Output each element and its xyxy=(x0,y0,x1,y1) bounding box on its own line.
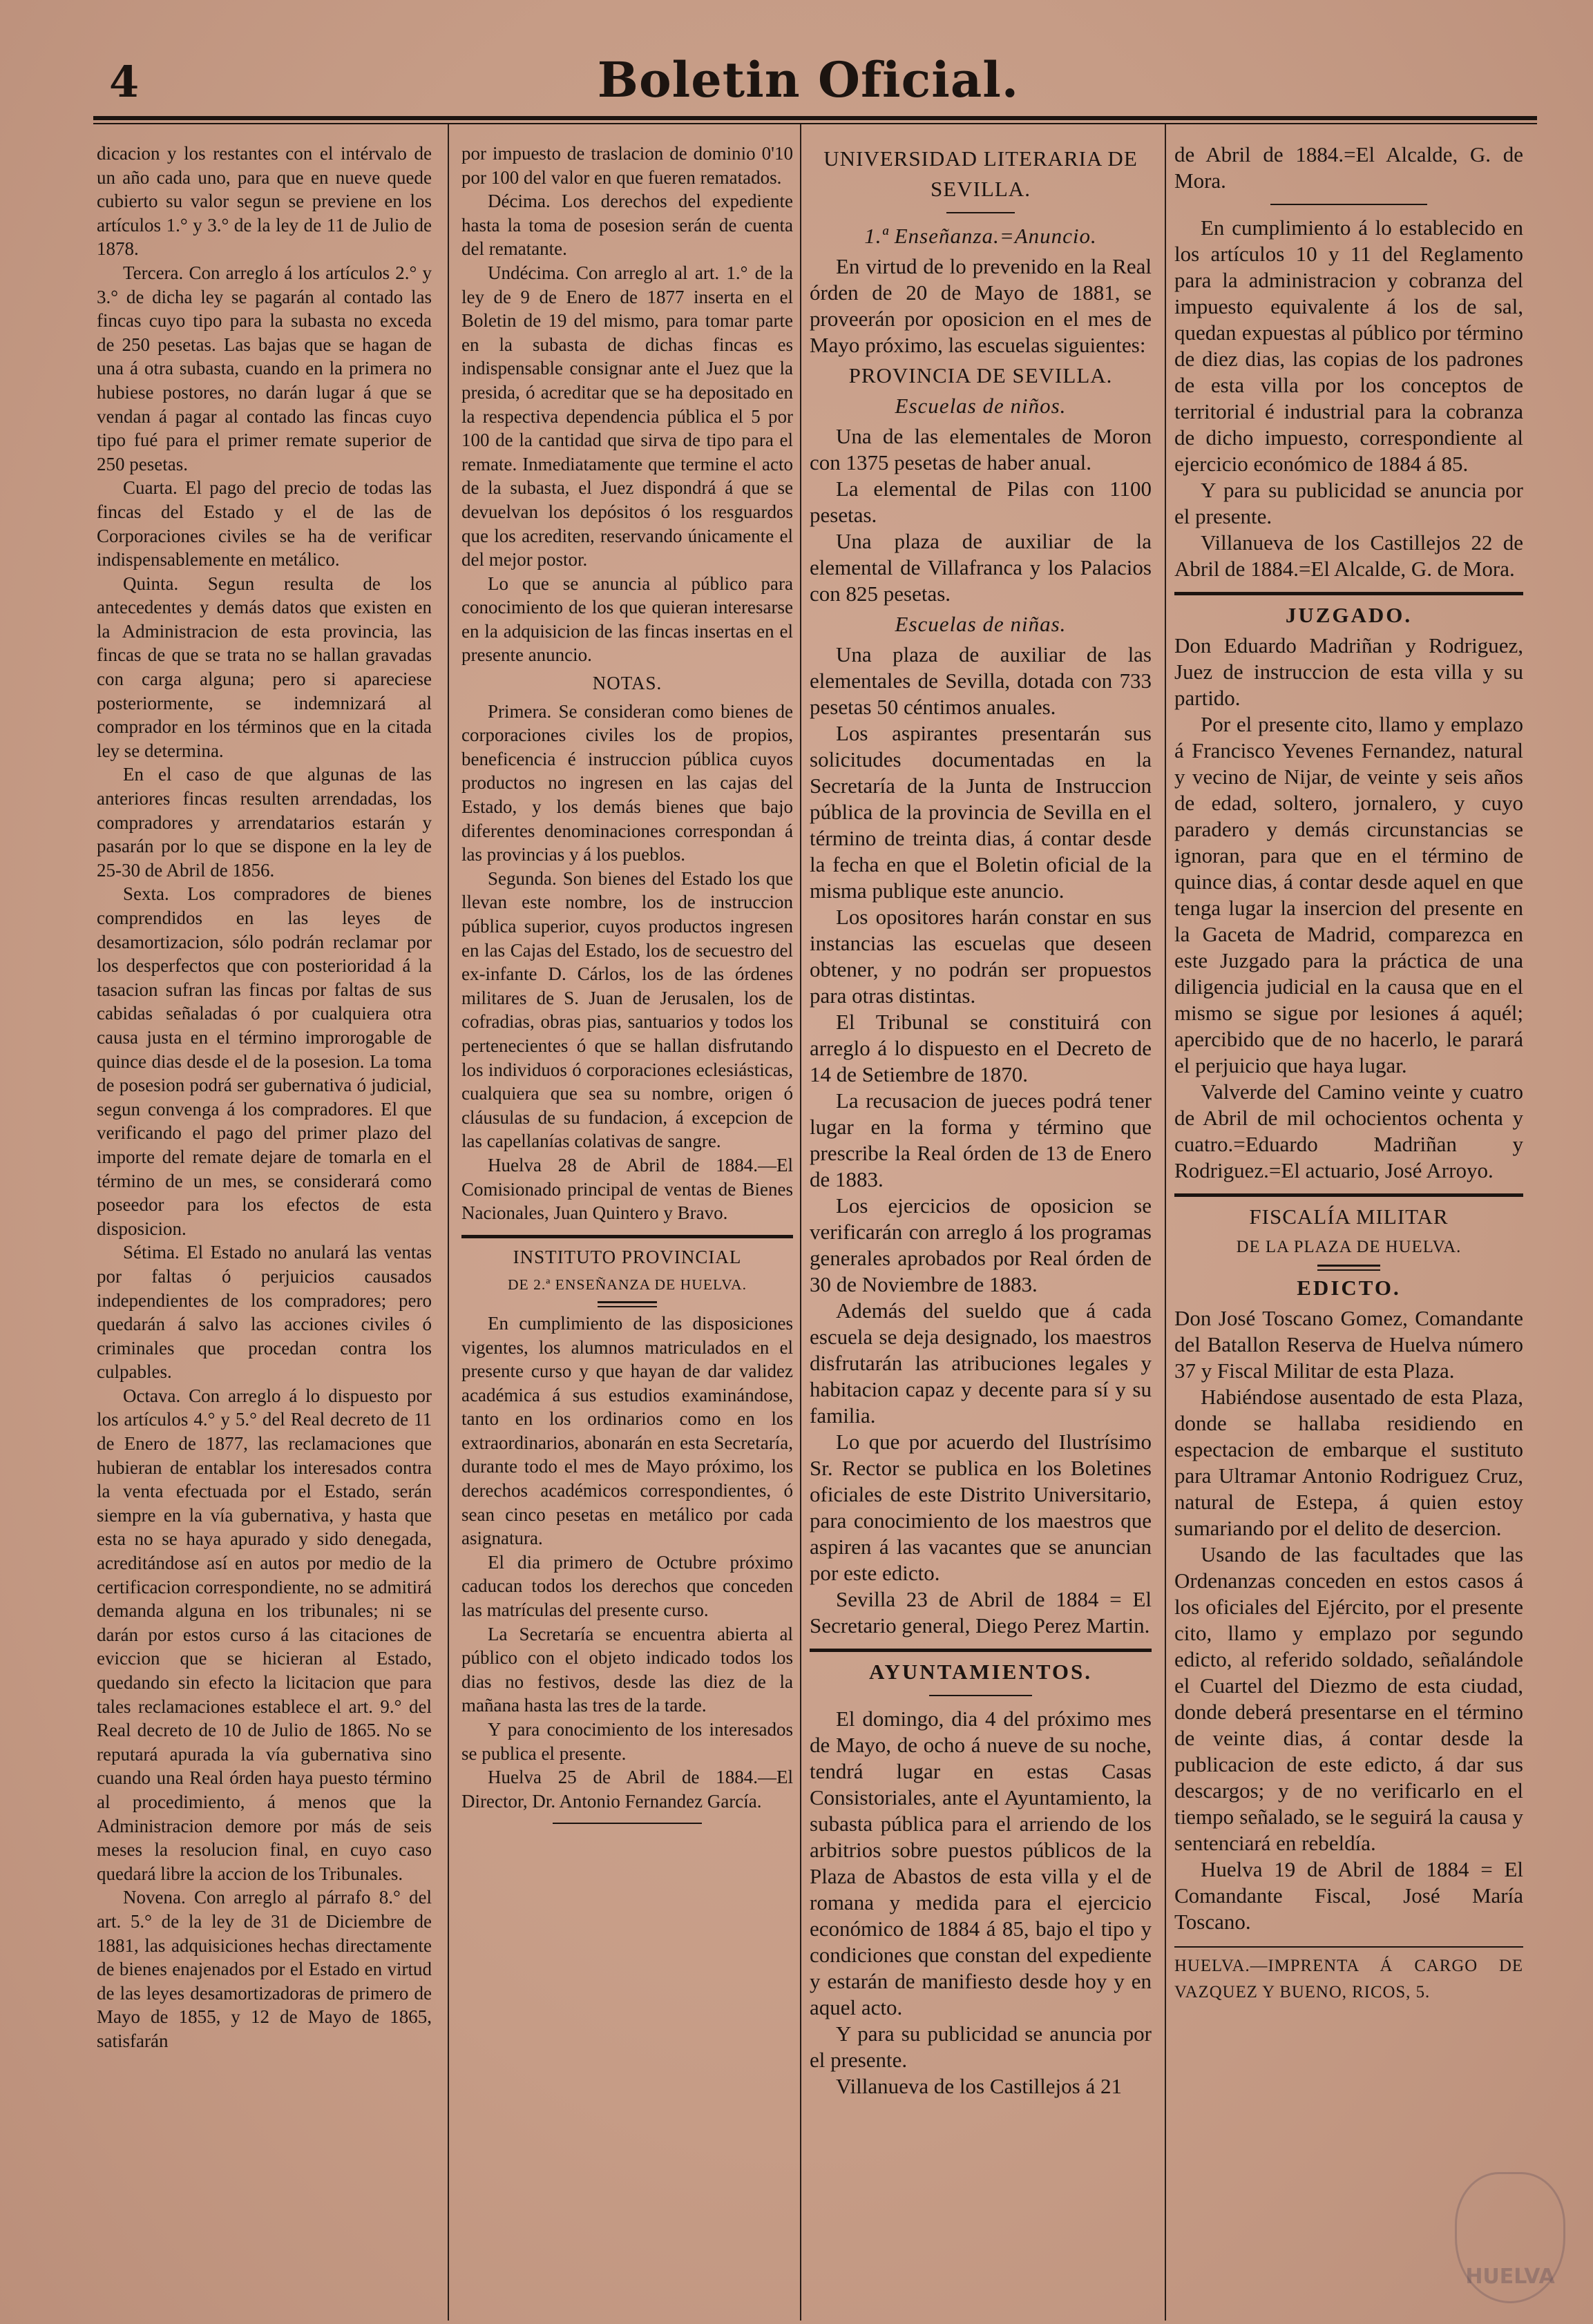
paragraph: Octava. Con arreglo á lo dispuesto por los artículos 4.° y 5.° del Real decreto de 11 de Enero de 1877, las reclamaciones que hubieran de entablar los interesados contra la venta efectuada por el Estado, serán siempre en la vía gubernativa, y hasta que esta no se haya apurado y sido denegada, acreditándose así en autos por medio de la certificacion correspondiente, no se admitirá demanda alguna en los tribunales; ni se darán por estos curso á las citaciones de eviccion que se hicieran al Estado, quedando sin efecto la licitacion que para tales reclamaciones establece el art. 9.° del Real decreto de 10 de Julio de 1865. No se reputará apurada la vía gubernativa sino cuando una Real órden haya puesto término al procedimiento, á menos que la Administracion demore por más de seis meses la resolucion final, en cuyo caso quedará libre la accion de los Tribunales. xyxy=(97,1385,432,1884)
paragraph: Villanueva de los Castillejos 22 de Abril de 1884.=El Alcalde, G. de Mora. xyxy=(1174,530,1523,581)
provincia-heading: PROVINCIA DE SEVILLA. xyxy=(848,363,1113,387)
paragraph: Habiéndose ausentado de esta Plaza, donde se hallaba residiendo en espectacion de embarque el sustituto para Ultramar Antonio Rodriguez Cruz, natural de Estepa, á quien estoy sumariando por el delito de desercion. xyxy=(1174,1385,1523,1540)
ornament-rule xyxy=(598,1301,657,1307)
paragraph: El dia primero de Octubre próximo caducan todos los derechos que conceden las matrículas del presente curso. xyxy=(461,1551,793,1621)
paragraph: En cumplimiento á lo establecido en los artículos 10 y 11 del Reglamento para la administracion y cobranza del impuesto equivalente á los de sal, quedan expuestas al público por término de diez dias, las copias de los padrones de esta villa por los conceptos de territorial é industrial para la cobranza de dicho impuesto, correspondiente al ejercicio económico de 1884 á 85. xyxy=(1174,215,1523,476)
edicto-heading: EDICTO. xyxy=(1297,1276,1401,1300)
universidad-subheading: 1.ª Enseñanza.=Anuncio. xyxy=(864,224,1097,248)
section-rule xyxy=(1174,592,1523,595)
paragraph: Los ejercicios de oposicion se verificarán con arreglo á los programas generales aprobados por Real órden de 30 de Noviembre de 1883. xyxy=(810,1193,1152,1296)
paragraph: Décima. Los derechos del expediente hasta la toma de posesion serán de cuenta del rematante. xyxy=(461,191,793,260)
instituto-heading: INSTITUTO PROVINCIAL xyxy=(513,1246,742,1267)
paragraph: Una de las elementales de Moron con 1375 pesetas de haber anual. xyxy=(810,424,1152,474)
separator-rule xyxy=(1270,204,1427,205)
paragraph: Novena. Con arreglo al párrafo 8.° del art. 5.° de la ley de 31 de Diciembre de 1881, las adquisiciones hechas directamente de bienes enajenados por el Estado en virtud de las leyes desamortizadoras de primero de Mayo de 1855, y 12 de Mayo de 1865, satisfarán xyxy=(97,1887,432,2051)
paragraph: Además del sueldo que á cada escuela se deja designado, los maestros disfrutarán las atribuciones legales y habitacion capaz y decente para sí y su familia. xyxy=(810,1298,1152,1428)
notas-heading: NOTAS. xyxy=(592,673,662,694)
paragraph: Y para su publicidad se anuncia por el presente. xyxy=(810,2022,1152,2072)
column-divider xyxy=(1165,124,1166,2321)
paragraph: La elemental de Pilas con 1100 pesetas. xyxy=(810,477,1152,527)
paragraph: Valverde del Camino veinte y cuatro de Abril de mil ochocientos ochenta y cuatro.=Eduardo Madriñan y Rodriguez.=El actuario, José Arroyo. xyxy=(1174,1079,1523,1182)
paragraph: Una plaza de auxiliar de las elementales de Sevilla, dotada con 733 pesetas 50 céntimos anuales. xyxy=(810,642,1152,719)
masthead-rule-thin xyxy=(93,123,1537,124)
paragraph: El Tribunal se constituirá con arreglo á lo dispuesto en el Decreto de 14 de Setiembre de 1870. xyxy=(810,1010,1152,1086)
paragraph: En virtud de lo prevenido en la Real órden de 20 de Mayo de 1881, se proveerán por oposicion en el mes de Mayo próximo, las escuelas siguientes: xyxy=(810,254,1152,357)
paragraph: Quinta. Segun resulta de los antecedentes y demás datos que existen en la Administracion de esta provincia, las fincas de que se trata no se hallan gravadas con carga alguna; pero si apareciese posteriormente, se indemnizará al comprador en los términos que en la citada ley se determina. xyxy=(97,573,432,761)
paragraph: El domingo, dia 4 del próximo mes de Mayo, de ocho á nueve de su noche, tendrá lugar en estas Casas Consistoriales, ante el Ayuntamiento, la subasta pública para el arriendo de los arbitrios sobre puestos públicos de la Plaza de Abastos de esta villa y el de romana y medida para el ejercicio económico de 1884 á 85, bajo el tipo y condiciones que constan del expediente y estarán de manifiesto desde hoy y en aquel acto. xyxy=(810,1707,1152,2019)
paragraph: Sexta. Los compradores de bienes comprendidos en las leyes de desamortizacion, sólo podrán reclamar por los desperfectos que con posterioridad á la tasacion sufran las fincas por faltas de sus cabidas señaladas ó por cualquiera otra causa justa en el término improrogable de quince dias desde el de la posesion. La toma de posesion podrá ser gubernativa ó judicial, segun convenga á los compradores. El que verificando el pago del primer plazo del importe del remate dejare de tomarla en el término de un mes, se considerará como poseedor para los efectos de esta disposicion. xyxy=(97,883,432,1239)
paragraph: Cuarta. El pago del precio de todas las fincas del Estado y el de las de Corporaciones civiles se ha de verificar indispensablemente en metálico. xyxy=(97,477,432,570)
heading-rule xyxy=(929,1695,1032,1696)
paragraph: Huelva 28 de Abril de 1884.—El Comisionado principal de ventas de Bienes Nacionales, Juan Quintero y Bravo. xyxy=(461,1154,793,1224)
seal-text: HUELVA xyxy=(1465,2265,1555,2289)
paragraph: Lo que se anuncia al público para conocimiento de los que quieran interesarse en la adquisicion de las fincas insertas en el presente anuncio. xyxy=(461,573,793,666)
paragraph: Por el presente cito, llamo y emplazo á Francisco Yevenes Fernandez, natural y vecino de Nijar, de veinte y seis años de edad, soltero, jornalero, y cuyo paradero y demás circunstancias se ignoran, para que en el término de quince dias, á contar desde aquel en que tenga lugar la insercion del presente en la Gaceta de Madrid, comparezca en este Juzgado para la práctica de una diligencia judicial en la causa que en el mismo se sigue por lesiones á aquél; apercibido que de no hacerlo, le parará el perjuicio que haya lugar. xyxy=(1174,712,1523,1077)
paragraph: Primera. Se consideran como bienes de corporaciones civiles los de propios, beneficencia é instruccion pública cuyos productos no ingresen en las cajas del Estado, y los demás bienes que bajo diferentes denominaciones correspondan á las provincias y á los pueblos. xyxy=(461,700,793,865)
masthead xyxy=(90,48,1527,117)
section-rule xyxy=(1174,1193,1523,1197)
universidad-heading-2: SEVILLA. xyxy=(931,177,1031,201)
column-2 xyxy=(461,142,793,2296)
section-rule xyxy=(461,1235,793,1238)
paragraph: Sétima. El Estado no anulará las ventas por faltas ó perjuicios causados independientes de los compradores; pero quedarán á salvo las acciones civiles ó criminales que procedan contra los culpables. xyxy=(97,1242,432,1383)
paragraph: La Secretaría se encuentra abierta al público con el objeto indicado todos los dias no festivos, desde las diez de la mañana hasta las tres de la tarde. xyxy=(461,1623,793,1716)
paragraph: por impuesto de traslacion de dominio 0'10 por 100 del valor en que fueren rematados. xyxy=(461,143,793,188)
paragraph: Los aspirantes presentarán sus solicitudes documentadas en la Secretaría de la Junta de Instruccion pública de la provincia de Sevilla en el término de treinta dias, á contar desde la fecha en que el Boletin oficial de la misma publique este anuncio. xyxy=(810,721,1152,903)
page-number: 4 xyxy=(109,57,140,107)
instituto-subheading: DE 2.ª ENSEÑANZA DE HUELVA. xyxy=(507,1276,747,1294)
ornament-rule xyxy=(1317,1265,1380,1271)
fiscalia-subheading: DE LA PLAZA DE HUELVA. xyxy=(1236,1238,1462,1256)
section-rule xyxy=(810,1649,1152,1652)
universidad-heading: UNIVERSIDAD LITERARIA DE xyxy=(823,146,1138,171)
masthead-rule xyxy=(93,116,1537,120)
paragraph: Undécima. Con arreglo al art. 1.° de la ley de 9 de Enero de 1877 inserta en el Boletin de 19 del mismo, para tomar parte en la subasta de dichas fincas es indispensable consignar ante el Juez que la presida, ó acreditar que se ha depositado en la respectiva dependencia pública el 5 por 100 de la cantidad que sirva de tipo para el remate. Inmediatamente que termine el acto de la subasta, el Juez dispondrá á que se devuelvan los depósitos ó los resguardos que los acrediten, reservando únicamente el del mejor postor. xyxy=(461,262,793,570)
column-1 xyxy=(97,142,432,2296)
juzgado-heading: JUZGADO. xyxy=(1285,603,1413,627)
paragraph: Una plaza de auxiliar de la elemental de Villafranca y los Palacios con 825 pesetas. xyxy=(810,529,1152,606)
paragraph: Usando de las facultades que las Ordenanzas conceden en estos casos á los oficiales del Ejército, por el presente cito, llamo y emplazo por segundo edicto, al referido soldado, señalándole el Cuartel del Diezmo de esta ciudad, donde deberá presentarse en el término de veinte dias, á contar desde la publicacion de este edicto, á dar sus descargos; y de no verificarlo en el tiempo señalado, se le seguirá la causa y sentenciará en rebeldía. xyxy=(1174,1542,1523,1855)
paragraph: Don José Toscano Gomez, Comandante del Batallon Reserva de Huelva número 37 y Fiscal Militar de esta Plaza. xyxy=(1174,1306,1523,1383)
fiscalia-heading: FISCALÍA MILITAR xyxy=(1249,1204,1449,1229)
column-divider xyxy=(448,124,449,2321)
ninos-heading: Escuelas de niños. xyxy=(895,394,1067,418)
column-4 xyxy=(1174,142,1523,2296)
paragraph: En el caso de que algunas de las anteriores fincas resulten arrendadas, los compradores y arrendatarios estarán y pasarán por lo que se dispone en la ley de 25-30 de Abril de 1856. xyxy=(97,764,432,881)
paragraph: Segunda. Son bienes del Estado los que llevan este nombre, los de instruccion pública superior, cuyos productos ingresen en las Cajas del Estado, los de secuestro del ex-infante D. Cárlos, los de las órdenes militares de S. Juan de Jerusalen, los de cofradias, obras pias, santuarios y todos los pertenecientes ó que se hallan disfrutando los individuos ó corporaciones eclesiásticas, cualquiera que sea su nombre, origen ó cláusulas de su fundacion, á excepcion de las capellanías colativas de sangre. xyxy=(461,867,793,1152)
heading-rule xyxy=(946,212,1015,213)
ninas-heading: Escuelas de niñas. xyxy=(895,612,1067,636)
paragraph: Huelva 19 de Abril de 1884 = El Comandante Fiscal, José María Toscano. xyxy=(1174,1857,1523,1934)
paragraph: Y para su publicidad se anuncia por el presente. xyxy=(1174,478,1523,528)
paragraph: Y para conocimiento de los interesados se publica el presente. xyxy=(461,1719,793,1764)
paragraph: Don Eduardo Madriñan y Rodriguez, Juez de instruccion de esta villa y su partido. xyxy=(1174,633,1523,710)
paragraph: de Abril de 1884.=El Alcalde, G. de Mora. xyxy=(1174,142,1523,193)
end-rule xyxy=(553,1823,702,1824)
paragraph: Huelva 25 de Abril de 1884.—El Director, Dr. Antonio Fernandez García. xyxy=(461,1767,793,1812)
archive-seal-watermark xyxy=(1455,2172,1565,2303)
paragraph: Sevilla 23 de Abril de 1884 = El Secretario general, Diego Perez Martin. xyxy=(810,1587,1152,1638)
paragraph: En cumplimiento de las disposiciones vigentes, los alumnos matriculados en el presente curso y que hayan de dar validez académica á sus estudios examinándose, tanto en los ordinarios como en los extraordinarios, abonarán en esta Secretaría, durante todo el mes de Mayo próximo, los derechos académicos correspondientes, ó sean cinco pesetas en metálico por cada asignatura. xyxy=(461,1312,793,1549)
paragraph: Villanueva de los Castillejos á 21 xyxy=(836,2074,1122,2098)
paragraph: Lo que por acuerdo del Ilustrísimo Sr. Rector se publica en los Boletines oficiales de este Distrito Universitario, para conocimiento de los maestros que aspiren á las vacantes que se anuncian por este edicto. xyxy=(810,1430,1152,1585)
newspaper-title: Boletin Oficial. xyxy=(597,51,1020,108)
paragraph: Los opositores harán constar en sus instancias las escuelas que deseen obtener, y no podrán ser propuestos para otras distintas. xyxy=(810,905,1152,1008)
paragraph: Tercera. Con arreglo á los artículos 2.° y 3.° de dicha ley se pagarán al contado las fincas cuyo tipo para la subasta no exceda de 250 pesetas. Las bajas que se hagan de una á otra subasta, cuando en la primera no hubiese postores, no darán lugar á que se vendan á pagar al contado las fincas cuyo tipo fué para el primer remate superior de 250 pesetas. xyxy=(97,262,432,474)
paragraph: dicacion y los restantes con el intérvalo de un año cada uno, para que en nueve quede cubierto su valor segun se previene en los artículos 1.° y 3.° de la ley de 11 de Julio de 1878. xyxy=(97,143,432,260)
column-3 xyxy=(810,142,1152,2296)
printer-imprint: HUELVA.—IMPRENTA Á CARGO DE VAZQUEZ Y BUENO, RICOS, 5. xyxy=(1174,1946,1523,2006)
column-divider xyxy=(800,124,801,2321)
ayuntamientos-heading: AYUNTAMIENTOS. xyxy=(868,1660,1093,1684)
paragraph: La recusacion de jueces podrá tener lugar en la forma y término que prescribe la Real órden de 13 de Enero de 1883. xyxy=(810,1088,1152,1191)
